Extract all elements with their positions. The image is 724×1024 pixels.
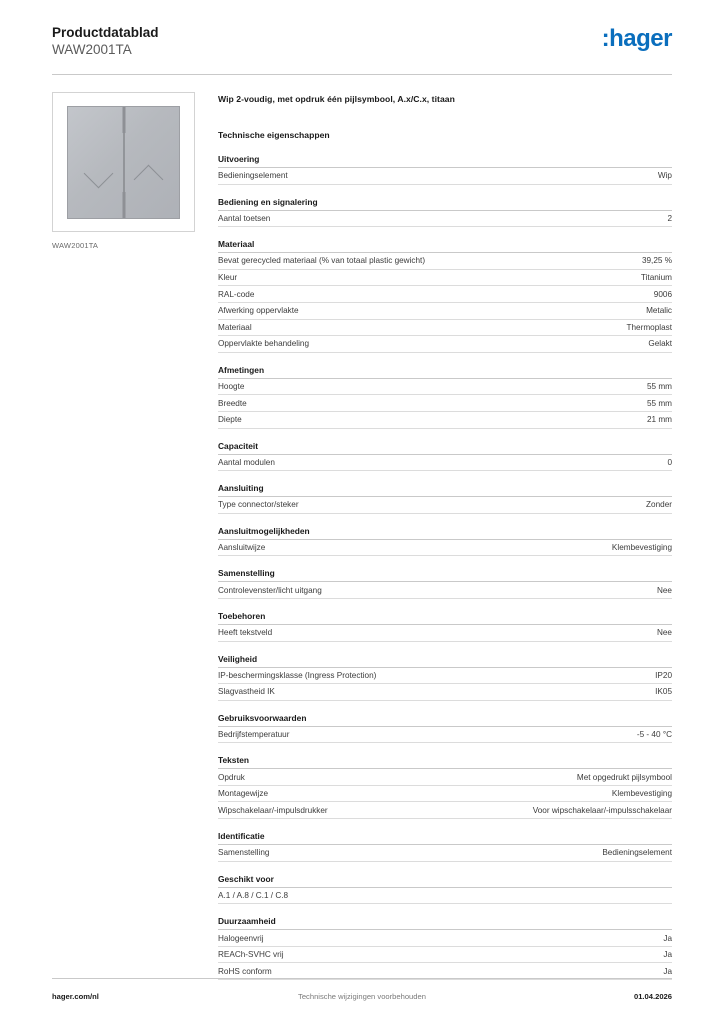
spec-group-title: Teksten: [218, 755, 672, 769]
spec-row: [218, 540, 672, 557]
spec-row: [218, 668, 672, 685]
spec-value: 2: [667, 213, 672, 223]
rocker-switch-illustration: [67, 106, 180, 219]
hager-logo: :hager: [601, 25, 672, 52]
product-name: Wip 2-voudig, met opdruk één pijlsymbool, A.x/C.x, titaan: [218, 94, 455, 104]
spec-label: Type connector/steker: [218, 500, 299, 510]
spec-row: [218, 211, 672, 228]
chevron-down-icon: [84, 158, 114, 188]
footer-website[interactable]: hager.com/nl: [52, 992, 99, 1001]
spec-value: Klembevestiging: [611, 789, 672, 799]
header-divider: [52, 74, 672, 75]
spec-group-title: Afmetingen: [218, 365, 672, 379]
spec-group-title: Samenstelling: [218, 568, 672, 582]
spec-group-title: Veiligheid: [218, 654, 672, 668]
product-image-block: [52, 92, 197, 250]
spec-group-title: Duurzaamheid: [218, 916, 672, 930]
spec-label: Montagewijze: [218, 789, 269, 799]
spec-group: [218, 874, 672, 905]
spec-label: Heeft tekstveld: [218, 628, 273, 638]
spec-value: 9006: [653, 289, 672, 299]
spec-label: Oppervlakte behandeling: [218, 339, 310, 349]
footer-date: 01.04.2026: [633, 992, 672, 1001]
spec-label: REACh-SVHC vrij: [218, 950, 284, 960]
footer-note: Technische wijzigingen voorbehouden: [298, 992, 426, 1001]
section-heading-technical: Technische eigenschappen: [218, 130, 330, 140]
spec-group: [218, 154, 672, 185]
product-image-frame: [52, 92, 195, 232]
document-header: [52, 24, 672, 58]
spec-row: [218, 786, 672, 803]
spec-value: Met opgedrukt pijlsymbool: [576, 772, 672, 782]
spec-label: Afwerking oppervlakte: [218, 306, 299, 316]
spec-row: [218, 455, 672, 472]
spec-group: [218, 755, 672, 819]
spec-label: Breedte: [218, 398, 247, 408]
spec-row: [218, 336, 672, 353]
spec-group-title: Materiaal: [218, 239, 672, 253]
spec-row: [218, 303, 672, 320]
spec-value: -5 - 40 °C: [636, 729, 672, 739]
spec-label: Bedrijfstemperatuur: [218, 729, 290, 739]
spec-label: Kleur: [218, 273, 238, 283]
spec-row: [218, 253, 672, 270]
spec-value: 39,25 %: [641, 256, 672, 266]
spec-row: [218, 769, 672, 786]
spec-row: [218, 270, 672, 287]
spec-group-title: Uitvoering: [218, 154, 672, 168]
spec-group: [218, 831, 672, 862]
spec-value: IP20: [655, 670, 672, 680]
page-title: Productdatablad: [52, 25, 159, 40]
spec-groups: [218, 154, 672, 980]
spec-value: 55 mm: [646, 398, 672, 408]
spec-label: Aantal modulen: [218, 457, 275, 467]
spec-label: Halogeenvrij: [218, 933, 264, 943]
spec-group: [218, 526, 672, 557]
spec-group-title: Geschikt voor: [218, 874, 672, 888]
spec-row: [218, 320, 672, 337]
spec-label: RoHS conform: [218, 966, 272, 976]
spec-label: Slagvastheid IK: [218, 687, 275, 697]
spec-group: [218, 197, 672, 228]
spec-row: [218, 727, 672, 744]
spec-group: [218, 916, 672, 980]
document-footer: [52, 992, 672, 1001]
product-image-caption: WAW2001TA: [52, 241, 99, 250]
spec-group-title: Aansluiting: [218, 483, 672, 497]
page-subtitle: WAW2001TA: [52, 42, 132, 57]
spec-value: Ja: [663, 933, 672, 943]
spec-group-title: Aansluitmogelijkheden: [218, 526, 672, 540]
spec-plain-line: A.1 / A.8 / C.1 / C.8: [218, 888, 672, 905]
spec-label: Samenstelling: [218, 848, 270, 858]
spec-label: Bevat gerecycled materiaal (% van totaal plastic gewicht): [218, 256, 426, 266]
spec-value: 21 mm: [646, 415, 672, 425]
spec-row: [218, 286, 672, 303]
spec-row: [218, 379, 672, 396]
spec-row: [218, 802, 672, 819]
spec-value: Wip: [657, 171, 672, 181]
spec-label: Hoogte: [218, 382, 245, 392]
spec-value: 55 mm: [646, 382, 672, 392]
spec-group-title: Toebehoren: [218, 611, 672, 625]
spec-row: [218, 625, 672, 642]
spec-row: [218, 845, 672, 862]
spec-label: Aansluitwijze: [218, 543, 266, 553]
spec-row: [218, 947, 672, 964]
specification-column: [218, 94, 672, 992]
spec-value: Nee: [656, 585, 672, 595]
spec-label: Materiaal: [218, 322, 252, 332]
spec-value: Thermoplast: [626, 322, 672, 332]
rocker-split-line: [123, 107, 124, 218]
spec-row: [218, 582, 672, 599]
spec-value: IK05: [655, 687, 672, 697]
spec-value: Ja: [663, 950, 672, 960]
spec-value: Gelakt: [648, 339, 672, 349]
footer-divider: [52, 978, 672, 979]
spec-group-title: Identificatie: [218, 831, 672, 845]
spec-value: Titanium: [640, 273, 672, 283]
spec-value: Zonder: [646, 500, 672, 510]
spec-row: [218, 168, 672, 185]
spec-row: [218, 930, 672, 947]
spec-group: [218, 568, 672, 599]
spec-group: [218, 654, 672, 701]
spec-group-title: Gebruiksvoorwaarden: [218, 713, 672, 727]
spec-label: Opdruk: [218, 772, 245, 782]
spec-label: RAL-code: [218, 289, 255, 299]
spec-group-title: Capaciteit: [218, 441, 672, 455]
spec-row: [218, 684, 672, 701]
spec-row: [218, 497, 672, 514]
spec-group: [218, 365, 672, 429]
spec-label: Controlevenster/licht uitgang: [218, 585, 322, 595]
spec-value: Metalic: [646, 306, 672, 316]
spec-group: [218, 441, 672, 472]
spec-value: Voor wipschakelaar/-impulsschakelaar: [532, 805, 672, 815]
spec-label: Aantal toetsen: [218, 213, 271, 223]
header-titles: [52, 24, 159, 58]
spec-group: [218, 483, 672, 514]
spec-label: Bedieningselement: [218, 171, 288, 181]
spec-group-title: Bediening en signalering: [218, 197, 672, 211]
spec-value: 0: [667, 457, 672, 467]
spec-label: IP-beschermingsklasse (Ingress Protection): [218, 670, 377, 680]
chevron-up-icon: [134, 164, 164, 194]
spec-value: Ja: [663, 966, 672, 976]
spec-group: [218, 611, 672, 642]
spec-row: [218, 412, 672, 429]
spec-value: Klembevestiging: [611, 543, 672, 553]
spec-label: Diepte: [218, 415, 242, 425]
spec-value: Nee: [656, 628, 672, 638]
spec-value: Bedieningselement: [602, 848, 672, 858]
spec-group: [218, 713, 672, 744]
spec-row: [218, 395, 672, 412]
spec-label: Wipschakelaar/-impulsdrukker: [218, 805, 328, 815]
spec-group: [218, 239, 672, 353]
